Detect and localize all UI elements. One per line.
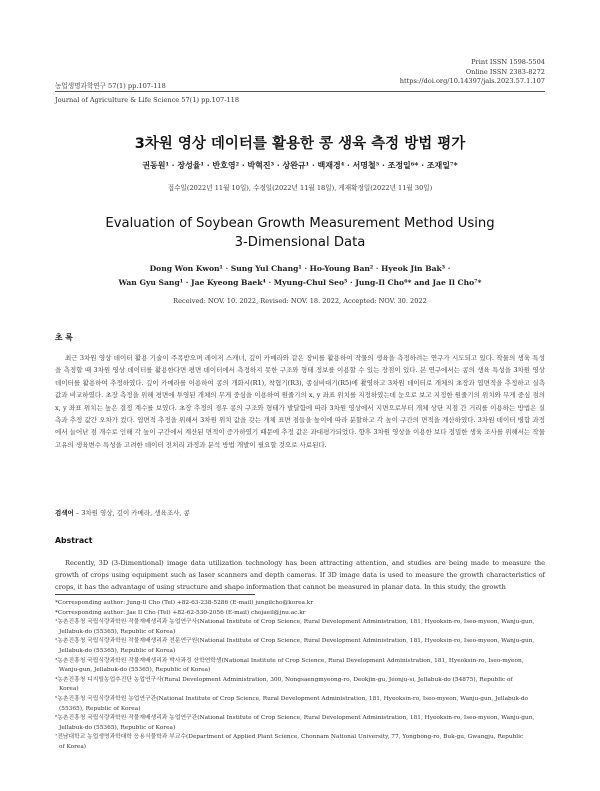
title-english-line-1: Evaluation of Soybean Growth Measurement Method Using [105,216,495,231]
authors-korean: 권동원¹ · 장성율¹ · 반호영² · 박혁진³ · 상완규¹ · 백재경⁴ · 서명철⁵ · 조정일⁶* · 조재일⁷* [142,160,458,170]
footnote-affiliation-1-cont: Jellabuk-do (55365), Republic of Korea) [59,628,176,635]
footnote-rule [55,594,255,595]
footnote-affiliation-5-cont: (55365), Republic of Korea) [59,705,141,712]
authors-english-line-2: Wan Gyu Sang¹ · Jae Kyeong Baek⁴ · Myung-Chul Seo⁵ · Jung-Il Cho⁶* and Jae Il Cho⁷* [118,278,482,287]
authors-english-line-1: Dong Won Kwon¹ · Sung Yul Chang¹ · Ho-Young Ban² · Hyeok Jin Bak³ · [149,264,451,273]
online-issn: Online ISSN 2383-8272 [465,67,545,76]
header-rule [55,91,545,92]
footnote-affiliation-6: ⁶농촌진흥청 국립식량과학원 작물재배생리과 농업연구관(National Institute of Crop Science, Rural Development Administration, 181, Hyeoksin-ro, Iseo-myeon, Wanju-gun, [55,715,535,722]
keywords-text: – 3차원 영상, 깊이 카메라, 생육조사, 콩 [75,509,190,517]
abstract-en-heading: Abstract [55,536,93,545]
footnote-affiliation-6-cont: Jellabuk-do (55365), Republic of Korea) [59,724,176,731]
footnote-affiliation-7: ⁷전남대학교 농업생명과학대학 응용식물학과 부교수(Department of Applied Plant Science, Chonnam National University, 77, Yongbong-ro, Buk-gu, Gwangju, Republic [55,734,524,741]
footnote-affiliation-1: ¹농촌진흥청 국립식량과학원 작물재배생리과 농업연구사(National Institute of Crop Science, Rural Development Administration, 181, Hyeoksin-ro, Iseo-myeon, Wanju-gun, [55,619,535,626]
keywords-label: 검색어 [55,509,74,517]
print-issn: Print ISSN 1598-5504 [471,58,545,66]
doi-link[interactable]: https://doi.org/10.14397/jals.2023.57.1.107 [399,77,545,85]
abstract-kr-text: 최근 3차원 영상 데이터 활용 기술이 주목받으며 레이저 스캐너, 깊이 카메라와 같은 장비를 활용하여 작물의 생육을 측정하려는 연구가 시도되고 있다. 작물의 생육 특성을 측정할 때 3차원 영상 데이터를 활용한다면 평면 데이터에서 측정하지 못한 구조와 형태 정보를 이용할 수 있는 장점이 있다. 본 연구에서는 콩의 생육 특성을 3차원 영상 데이터를 활용하여 추정하였다. 깊이 카메라를 이용하여 콩의 개화시(R1), 착협기(R3), 종실비대기(R5)에 촬영하고 3차원 데이터로 개체의 초장과 엽면적을 추정하고 실측 값과 비교하였다. 초장 측정을 위해 평면에 투영된 개체의 무게 중심을 이용하여 원줄기의 x, y 좌표 위치를 지정하였는데 눈으로 보고 지정한 원줄기의 위치와 무게 중심 점의 x, y 좌표 위치는 높은 결정 계수를 보였다. 초장 추정의 경우 콩의 구조와 형태가 발달함에 따라 3차원 영상에서 지면으로부터 개체 상단 지점 간 거리를 이용하는 방법은 실측과 추정 값간 오차가 컸다. 엽면적 추정을 위해서 3차원 위치 값을 갖는 개체 표면 점들을 높이에 따라 분할하고 각 높이 구간의 면적을 계산하였다. 3차원 데이터 병합 과정에서 늘어난 점 개수로 인해 각 높이 구간에서 계산된 면적이 증가하였기 때문에 추정 값은 과대평가되었다. 향후 3차원 영상을 이용한 보다 정밀한 생육 조사를 위해서는 작물 고유의 생육변수 특성을 고려한 데이터 전처리 과정과 분석 방법 개발이 필요할 것으로 사료된다. [55,354,545,449]
issn-block [400,58,545,87]
journal-name-en: Journal of Agriculture & Life Science 57(1) pp.107-118 [55,96,240,104]
footnote-affiliation-3: ³농촌진흥청 국립식량과학원 작물재배생리과 박사과정 산학연학생(National Institute of Crop Science, Rural Development Administration, 181, Hyeoksin-ro, Iseo-myeon, [55,657,524,664]
title-english-line-2: 3-Dimensional Data [234,235,366,250]
footnote-affiliation-4: ⁴농촌진흥청 디지털농업추진단 농업연구사(Rural Development Administration, 300, Nongsaengmyeong-ro, Deokjin-gu, Jeonju-si, Jellabuk-do (54875), Republic of [55,676,513,683]
footnote-affiliation-3-cont: Wanju-gun, Jellabuk-do (55365), Republic of Korea) [59,667,211,674]
footnotes [55,599,550,753]
title-english [0,214,600,252]
footnote-affiliation-4-cont: Korea) [59,686,79,693]
footnote-affiliation-7-cont: of Korea) [59,743,87,750]
footnote-corresponding-1: *Corresponding author: Jung-Il Cho (Tel) +82-63-238-5286 (E-mail) jungilcho@korea.kr [55,600,314,606]
journal-name-kr: 농업생명과학연구 57(1) pp.107-118 [55,82,166,90]
footnote-affiliation-5: ⁵농촌진흥청 국립식량과학원 농업연구관(National Institute of Crop Science, Rural Development Administration, 181, Hyeoksin-ro, Iseo-myeon, Wanju-gun, Jellabuk-do [55,695,529,702]
title-korean: 3차원 영상 데이터를 활용한 콩 생육 측정 방법 평가 [134,136,466,152]
dates-english: Received: NOV. 10. 2022, Revised: NOV. 18. 2022, Accepted: NOV. 30. 2022 [173,297,427,305]
footnote-affiliation-2: ²농촌진흥청 국립식량과학원 작물재배생리과 전문연구원(National Institute of Crop Science, Rural Development Administration, 181, Hyeoksin-ro, Iseo-myeon, Wanju-gun, [55,638,535,645]
footnote-affiliation-2-cont: Jellabuk-do (55365), Republic of Korea) [59,647,176,654]
footnote-corresponding-2: *Corresponding author: Jae Il Cho (Tel) +82-62-530-2056 (E-mail) chojaeil@jnu.ac.kr [55,609,306,616]
dates-korean: 접수일(2022년 11월 10일), 수정일(2022년 11월 18일), 게재확정일(2022년 11월 30일) [167,184,433,192]
abstract-en-text: Recently, 3D (3-Dimentional) image data utilization technology has been attracting attention, and studies are being made to measure the growth of crops using equipment such as laser scanners and depth cameras. If 3D image data is used to measure the growth characteristics of crops, it has the advantage of using structure and shape information that cannot be measured in planar data. In this study, the growth [55,559,545,592]
authors-english [0,262,600,290]
abstract-kr-heading: 초 록 [55,333,73,342]
keywords [55,508,545,517]
